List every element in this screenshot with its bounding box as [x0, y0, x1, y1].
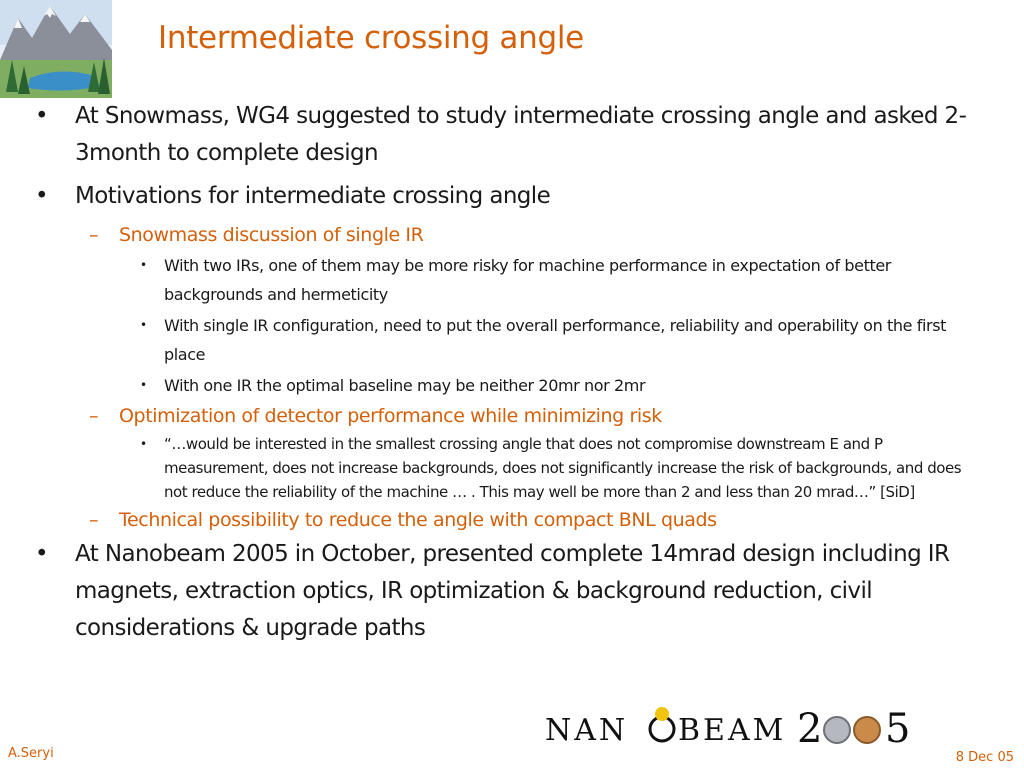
dash-marker: –: [89, 509, 99, 531]
sub-sub-bullet-sid-quote: [140, 432, 979, 504]
bullet-text: At Snowmass, WG4 suggested to study intermediate crossing angle and asked 2-3month to complete design: [75, 103, 967, 166]
bullet-text: Technical possibility to reduce the angle with compact BNL quads: [119, 509, 717, 531]
slide-title: Intermediate crossing angle: [158, 20, 584, 56]
bullet-text: At Nanobeam 2005 in October, presented complete 14mrad design including IR magnets, extraction optics, IR optimization & background reduction, civil considerations & upgrade paths: [75, 541, 950, 641]
dash-marker: –: [89, 224, 99, 246]
author-footer: A.Seryi: [8, 746, 54, 761]
bullet-marker: •: [140, 318, 147, 332]
logo-text-nan: NAN: [545, 713, 629, 748]
dash-marker: –: [89, 405, 99, 427]
bullet-marker: •: [35, 183, 48, 209]
bullet-marker: •: [140, 258, 147, 272]
bullet-item-nanobeam: [35, 536, 995, 647]
logo-text-beam: BEAM: [678, 713, 787, 748]
logo-flower-icon: [655, 707, 669, 721]
logo-coin-icon-1: [824, 717, 850, 743]
mountain-landscape-logo-icon: [0, 0, 112, 98]
sub-sub-bullet-one-ir-baseline: [140, 371, 979, 400]
logo-year-5: 5: [885, 706, 911, 748]
date-footer: 8 Dec 05: [955, 750, 1014, 765]
bullet-marker: •: [140, 437, 147, 451]
logo-coin-icon-2: [854, 717, 880, 743]
bullet-text: “…would be interested in the smallest crossing angle that does not compromise downstream E and P measurement, does not increase backgrounds, does not significantly increase the risk of backgrounds, and does not reduce the reliability of the machine … . This may well be more than 2 and less than 20 mrad…” [SiD]: [164, 435, 962, 501]
bullet-text: With one IR the optimal baseline may be neither 20mr nor 2mr: [164, 376, 646, 395]
bullet-item-motivations: [35, 178, 995, 215]
bullet-marker: •: [140, 378, 147, 392]
bullet-marker: •: [35, 541, 48, 567]
bullet-text: With two IRs, one of them may be more risky for machine performance in expectation of better backgrounds and hermeticity: [164, 256, 891, 304]
bullet-list: [0, 98, 1024, 653]
bullet-text: Snowmass discussion of single IR: [119, 224, 424, 246]
bullet-text: Motivations for intermediate crossing angle: [75, 183, 551, 209]
sub-bullet-optimization: [89, 402, 999, 430]
sub-bullet-single-ir: [89, 221, 999, 249]
bullet-text: With single IR configuration, need to put the overall performance, reliability and operability on the first place: [164, 316, 947, 364]
nanobeam-2005-logo-icon: [545, 702, 945, 748]
bullet-marker: •: [35, 103, 48, 129]
bullet-item-snowmass: [35, 98, 995, 172]
sub-sub-bullet-single-ir-config: [140, 311, 979, 369]
sub-sub-bullet-two-irs: [140, 251, 979, 309]
sub-bullet-bnl-quads: [89, 506, 999, 534]
logo-year-2: 2: [797, 706, 823, 748]
bullet-text: Optimization of detector performance while minimizing risk: [119, 405, 662, 427]
